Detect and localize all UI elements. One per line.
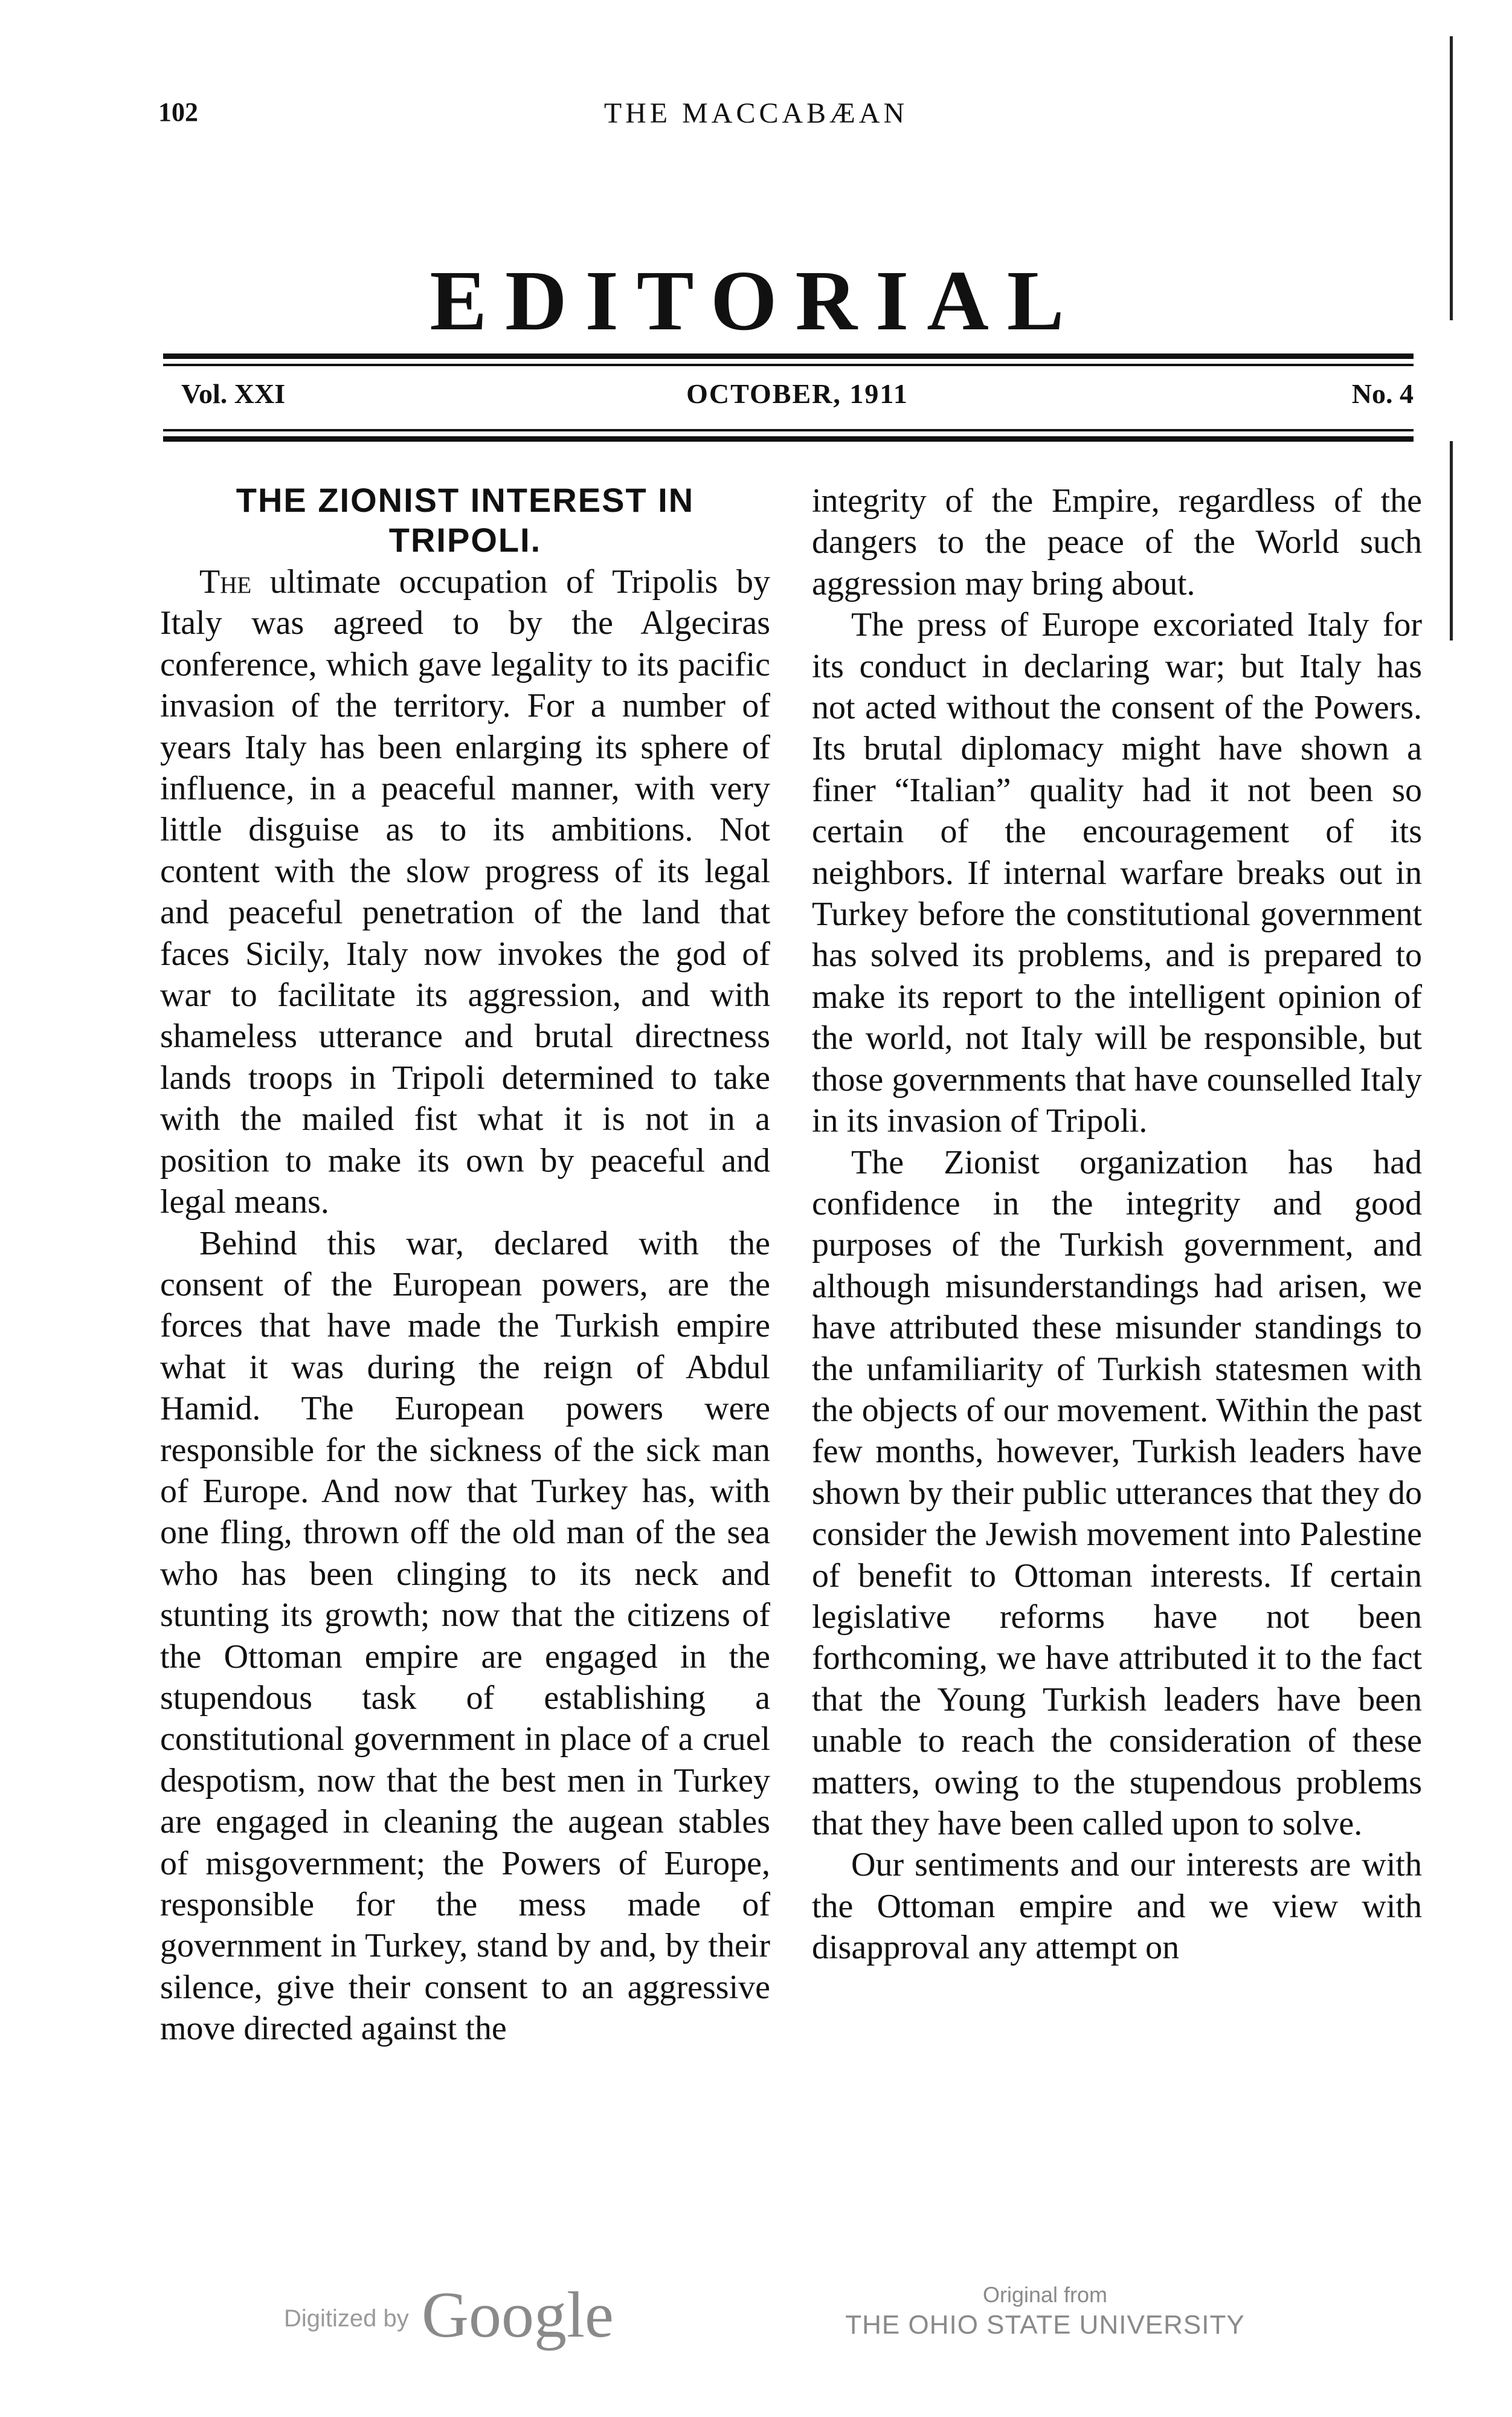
right-column: [812, 480, 1422, 1969]
article-paragraph-continued: integrity of the Empire, regardless of the dangers to the peace of the World such aggression may bring about.: [812, 482, 1422, 602]
masthead-rule-thin: [163, 364, 1414, 366]
page-number: 102: [158, 97, 198, 127]
volume-label: Vol. XXI: [181, 378, 286, 409]
issue-rule-thick: [163, 436, 1414, 442]
issue-number: No. 4: [1351, 378, 1414, 409]
article-paragraph: [160, 561, 770, 1223]
article-paragraph: The press of Europe excoriated Italy for its conduct in declaring war; but Italy has not acted without the consent of the Powers. Its brutal diplomacy might have shown a finer “Italian” quality had it not been so certain of the encouragement of its neighbors. If internal warfare breaks out in Turkey before the constitutional government has solved its problems, and is prepared to make its report to the intelligent opinion of the world, not Italy will be responsible, but those governments that have counselled Italy in its invasion of Tripoli.: [812, 606, 1422, 1140]
issue-line: [181, 378, 1414, 420]
university-label: THE OHIO STATE UNIVERSITY: [845, 2310, 1245, 2340]
masthead-title: EDITORIAL: [429, 253, 1083, 348]
running-head: THE MACCABÆAN: [603, 97, 909, 129]
article-paragraph: The Zionist organization has had confidence in the integrity and good purposes of the Turkish government, and although misunderstandings had arisen, we have attributed these misunder standings to the unfamiliarity of Turkish statesmen with the objects of our movement. Within the past few months, however, Turkish leaders have shown by their public utterances that they do consider the Jewish movement into Palestine of benefit to Ottoman interests. If certain legislative reforms have not been forthcoming, we have attributed it to the fact that the Young Turkish leaders have been unable to reach the consideration of these matters, owing to the stupendous problems that they have been called upon to solve.: [812, 1143, 1422, 1842]
issue-rule-thin: [163, 429, 1414, 431]
issue-date: OCTOBER, 1911: [686, 378, 909, 409]
digitized-by-label: Digitized by: [284, 2305, 409, 2332]
scan-edge-mark: [1450, 36, 1453, 320]
left-column: [160, 480, 770, 2050]
original-from-label: Original from: [982, 2282, 1108, 2307]
original-from-watermark: [840, 2281, 1250, 2341]
google-logo: Google: [422, 2279, 614, 2351]
article-paragraph: Our sentiments and our interests are with the Ottoman empire and we view with disapproval any attempt on: [812, 1846, 1422, 1967]
drop-first-word: The: [199, 563, 252, 601]
paragraph-text: ultimate occupation of Tripolis by Italy was agreed to by the Algeciras conference, which gave legality to its pacific invasion of the territory. For a number of years Italy has been enlarging its sphere of influence, in a peaceful manner, with very little disguise as to its ambitions. Not content with the slow progress of its legal and peaceful penetration of the land that faces Sicily, Italy now invokes the god of war to facilitate its aggression, and with shameless utterance and brutal directness lands troops in Tripoli determined to take with the mailed fist what it is not in a position to make its own by peaceful and legal means.: [160, 563, 771, 1221]
page-header: [0, 97, 1512, 133]
scan-edge-mark: [1450, 441, 1453, 641]
article-paragraph: Behind this war, declared with the consent of the European powers, are the forces that have made the Turkish empire what it was during the reign of Abdul Hamid. The European powers were responsible for the sickness of the sick man of Europe. And now that Turkey has, with one fling, thrown off the old man of the sea who has been clinging to its neck and stunting its growth; now that the citizens of the Ottoman empire are engaged in the stupendous task of establishing a constitutional government in place of a cruel despotism, now that the best men in Turkey are engaged in cleaning the augean stables of misgovernment; the Powers of Europe, responsible for the mess made of government in Turkey, stand by and, by their silence, give their consent to an aggressive move directed against the: [160, 1224, 770, 2048]
masthead-rule-thick: [163, 353, 1414, 359]
article-title: THE ZIONIST INTEREST IN TRIPOLI.: [236, 481, 695, 559]
